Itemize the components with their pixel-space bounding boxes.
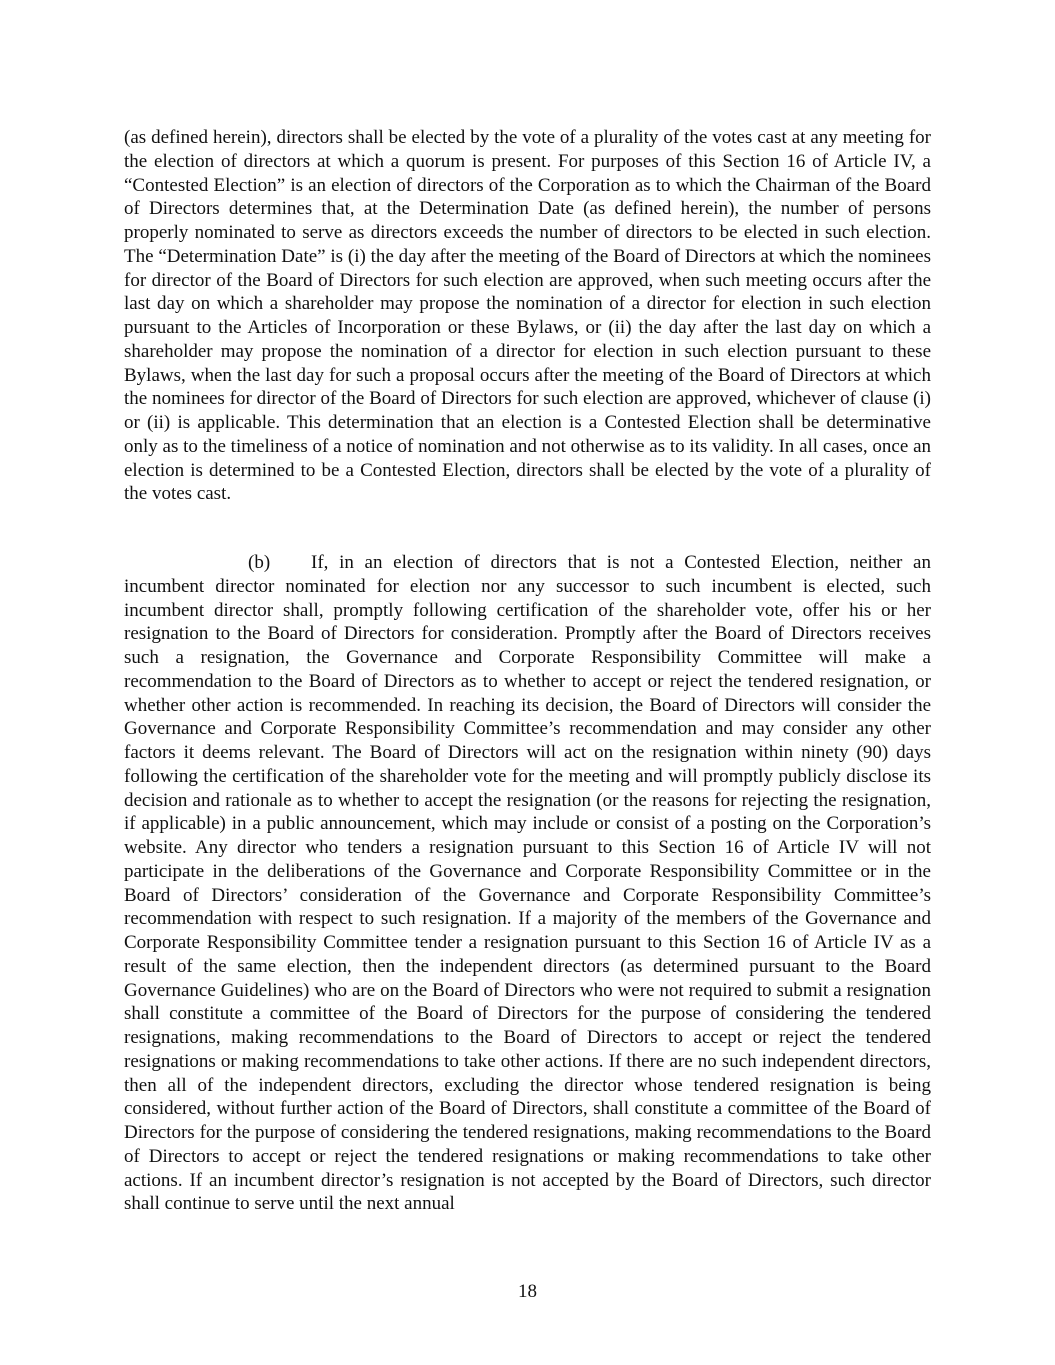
paragraph-a-continuation: (as defined herein), directors shall be elected by the vote of a plurality of the votes cast at any meeting for the election of directors at which a quorum is present. For purposes of this Section 16 of Article IV, a “Contested Election” is an election of directors of the Corporation as to which the Chairman of the Board of Directors determines that, at the Determination Date (as defined herein), the number of persons properly nominated to serve as directors exceeds the number of directors to be elected in such election. The “Determination Date” is (i) the day after the meeting of the Board of Directors at which the nominees for director of the Board of Directors for such election are approved, when such meeting occurs after the last day on which a shareholder may propose the nomination of a director for election in such election pursuant to the Articles of Incorporation or these Bylaws, or (ii) the day after the last day on which a shareholder may propose the nomination of a director for election in such election pursuant to these Bylaws, when the last day for such a proposal occurs after the meeting of the Board of Directors at which the nominees for director of the Board of Directors for such election are approved, whichever of clause (i) or (ii) is applicable. This determination that an election is a Contested Election shall be determinative only as to the timeliness of a notice of nomination and not otherwise as to its validity. In all cases, once an election is determined to be a Contested Election, directors shall be elected by the vote of a plurality of the votes cast. xyxy=(124,127,931,505)
paragraph-b-text: If, in an election of directors that is not a Contested Election, neither an incumbent director nominated for election nor any successor to such incumbent is elected, such incumbent director shall, promptly following certification of the shareholder vote, offer his or her resignation to the Board of Directors for consideration. Promptly after the Board of Directors receives such a resignation, the Governance and Corporate Responsibility Committee will make a recommendation to the Board of Directors as to whether to accept or reject the tendered resignation, or whether other action is recommended. In reaching its decision, the Board of Directors will consider the Governance and Corporate Responsibility Committee’s recommendation and may consider any other factors it deems relevant. The Board of Directors will act on the resignation within ninety (90) days following the certification of the shareholder vote for the meeting and will promptly publicly disclose its decision and rationale as to whether to accept the resignation (or the reasons for rejecting the resignation, if applicable) in a public announcement, which may include or consist of a posting on the Corporation’s website. Any director who tenders a resignation pursuant to this Section 16 of Article IV will not participate in the deliberations of the Governance and Corporate Responsibility Committee or in the Board of Directors’ consideration of the Governance and Corporate Responsibility Committee’s recommendation with respect to such resignation. If a majority of the members of the Governance and Corporate Responsibility Committee tender a resignation pursuant to this Section 16 of Article IV as a result of the same election, then the independent directors (as determined pursuant to the Board Governance Guidelines) who are on the Board of Directors who were not required to submit a resignation shall constitute a committee of the Board of Directors for the purpose of considering the tendered resignations, making recommendations to the Board of Directors to accept or reject the tendered resignations or making recommendations to take other actions. If there are no such independent directors, then all of the independent directors, excluding the director whose tendered resignation is being considered, without further action of the Board of Directors, shall constitute a committee of the Board of Directors for the purpose of considering the tendered resignations, making recommendations to the Board of Directors to accept or reject the tendered resignations or making recommendations to take other actions. If an incumbent director’s resignation is not accepted by the Board of Directors, such director shall continue to serve until the next annual xyxy=(124,552,931,1215)
paragraph-b-label: (b) xyxy=(248,552,271,573)
page-number: 18 xyxy=(518,1281,537,1302)
paragraph-b xyxy=(124,551,931,1216)
